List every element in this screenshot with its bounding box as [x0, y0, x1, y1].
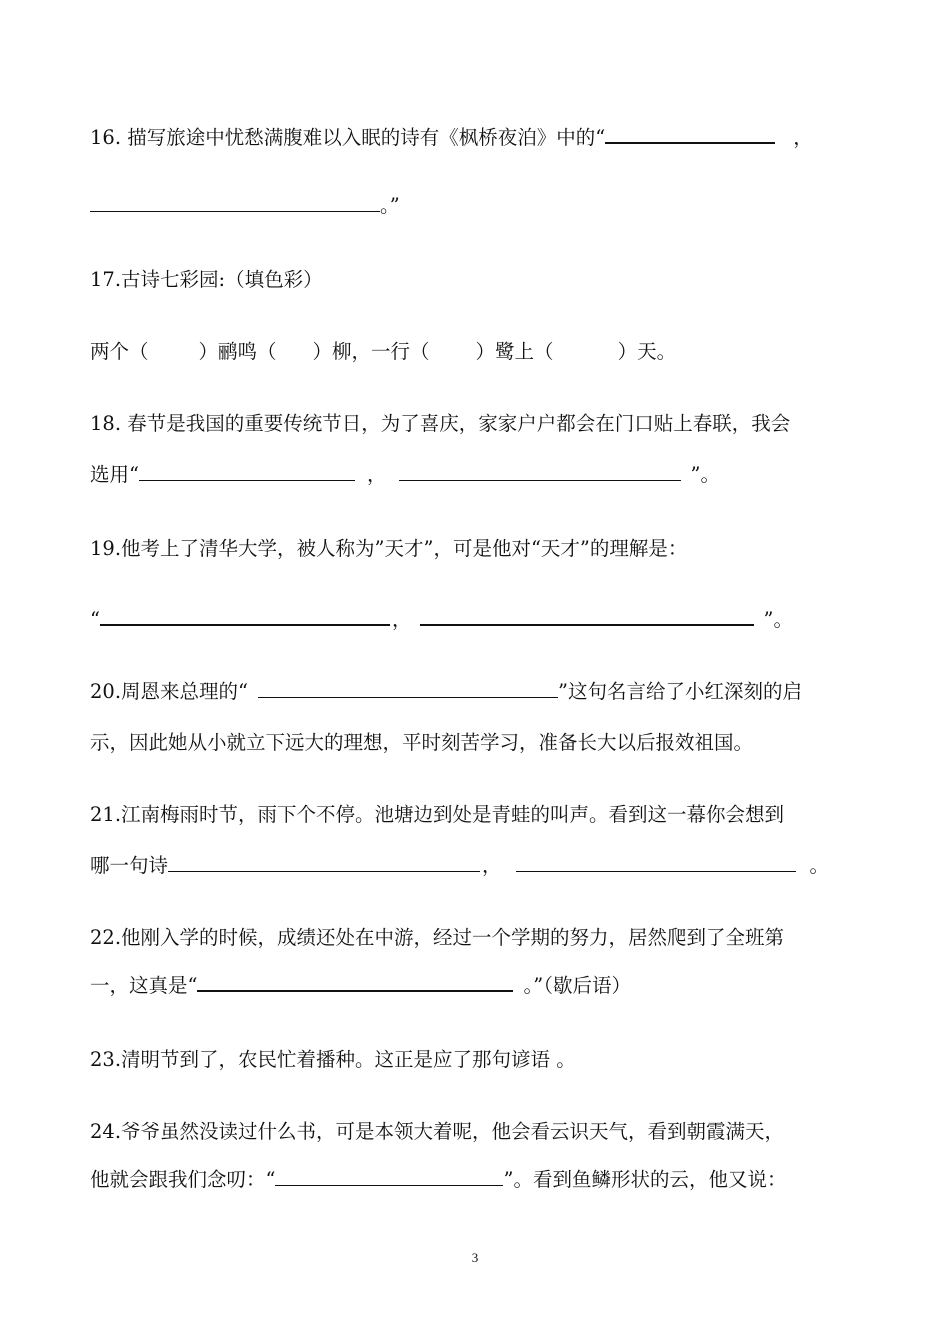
question-16-text: 16. 描写旅途中忧愁满腹难以入眠的诗有《枫桥夜泊》中的“: [90, 126, 606, 149]
question-20-text-3: 示，因此她从小就立下远大的理想，平时刻苦学习，准备长大以后报效祖国。: [90, 731, 754, 754]
poem-part-1: 两个（: [90, 340, 149, 363]
question-24-text-3: ”。看到鱼鳞形状的云，他又说：: [503, 1168, 787, 1191]
question-19-line-2: [90, 606, 793, 634]
page-number: 3: [471, 1250, 479, 1265]
punctuation: ”。: [763, 608, 793, 631]
question-22-text-3: 。”（歇后语）: [523, 974, 631, 997]
answer-blank-21a[interactable]: [168, 853, 480, 872]
question-18-text: 18. 春节是我国的重要传统节日，为了喜庆，家家户户都会在门口贴上春联，我会: [90, 412, 791, 435]
punctuation: ”。: [690, 463, 720, 486]
question-20-text: 20.周恩来总理的“: [90, 680, 248, 703]
punctuation: 。”: [380, 194, 400, 217]
punctuation: ，: [391, 608, 412, 631]
question-22-text: 22.他刚入学的时候，成绩还处在中游，经过一个学期的努力，居然爬到了全班第: [90, 926, 785, 949]
punctuation: ，: [366, 463, 387, 486]
question-24-line-2: [90, 1166, 786, 1194]
answer-blank-18a[interactable]: [139, 462, 355, 481]
question-20-line-1: [90, 678, 802, 706]
question-23-text: 23.清明节到了，农民忙着播种。这正是应了那句谚语 。: [90, 1048, 576, 1071]
question-24-text: 24.爷爷虽然没读过什么书，可是本领大着呢，他会看云识天气，看到朝霞满天，: [90, 1120, 785, 1143]
question-21-text-2: 哪一句诗: [90, 854, 169, 877]
question-17-line-2: [90, 338, 676, 366]
question-23-line-1: [90, 1046, 576, 1074]
question-16-line-1: [90, 124, 813, 152]
question-16-line-2: [90, 192, 400, 220]
question-18-line-1: [90, 410, 790, 438]
question-19-text: 19.他考上了清华大学，被人称为”天才”，可是他对“天才”的理解是：: [90, 537, 688, 560]
question-17-text: 17.古诗七彩园:（填色彩）: [90, 268, 323, 291]
question-22-line-1: [90, 924, 784, 952]
answer-blank-19b[interactable]: [420, 606, 754, 626]
answer-blank-21b[interactable]: [516, 853, 796, 872]
question-17-title: [90, 266, 323, 294]
answer-blank-22[interactable]: [197, 972, 513, 992]
poem-part-5: ）天。: [617, 340, 677, 363]
question-20-text-2: ”这句名言给了小红深刻的启: [557, 680, 802, 703]
question-24-line-1: [90, 1118, 784, 1146]
question-21-text: 21.江南梅雨时节，雨下个不停。池塘边到处是青蛙的叫声。看到这一幕你会想到: [90, 803, 785, 826]
punctuation: “: [90, 608, 100, 631]
question-20-line-2: [90, 729, 753, 757]
question-18-text-2: 选用“: [90, 463, 139, 486]
question-18-line-2: [90, 461, 720, 489]
answer-blank-16b[interactable]: [90, 193, 380, 212]
question-24-text-2: 他就会跟我们念叨：“: [90, 1168, 276, 1191]
answer-blank-20[interactable]: [258, 679, 558, 698]
poem-part-4: ）鹭上（: [475, 340, 554, 363]
question-22-line-2: [90, 972, 631, 1000]
answer-blank-19a[interactable]: [100, 606, 390, 626]
question-22-text-2: 一，这真是“: [90, 974, 198, 997]
question-19-line-1: [90, 535, 687, 563]
punctuation: ，: [482, 854, 502, 877]
punctuation: 。: [809, 854, 830, 877]
question-21-line-2: [90, 852, 829, 880]
punctuation: ，: [793, 126, 813, 149]
poem-part-3: ）柳，一行（: [312, 340, 430, 363]
poem-part-2: ）鹂鸣（: [198, 340, 277, 363]
question-21-line-1: [90, 801, 784, 829]
answer-blank-16a[interactable]: [605, 124, 775, 144]
answer-blank-18b[interactable]: [399, 462, 681, 481]
answer-blank-24[interactable]: [275, 1167, 503, 1186]
